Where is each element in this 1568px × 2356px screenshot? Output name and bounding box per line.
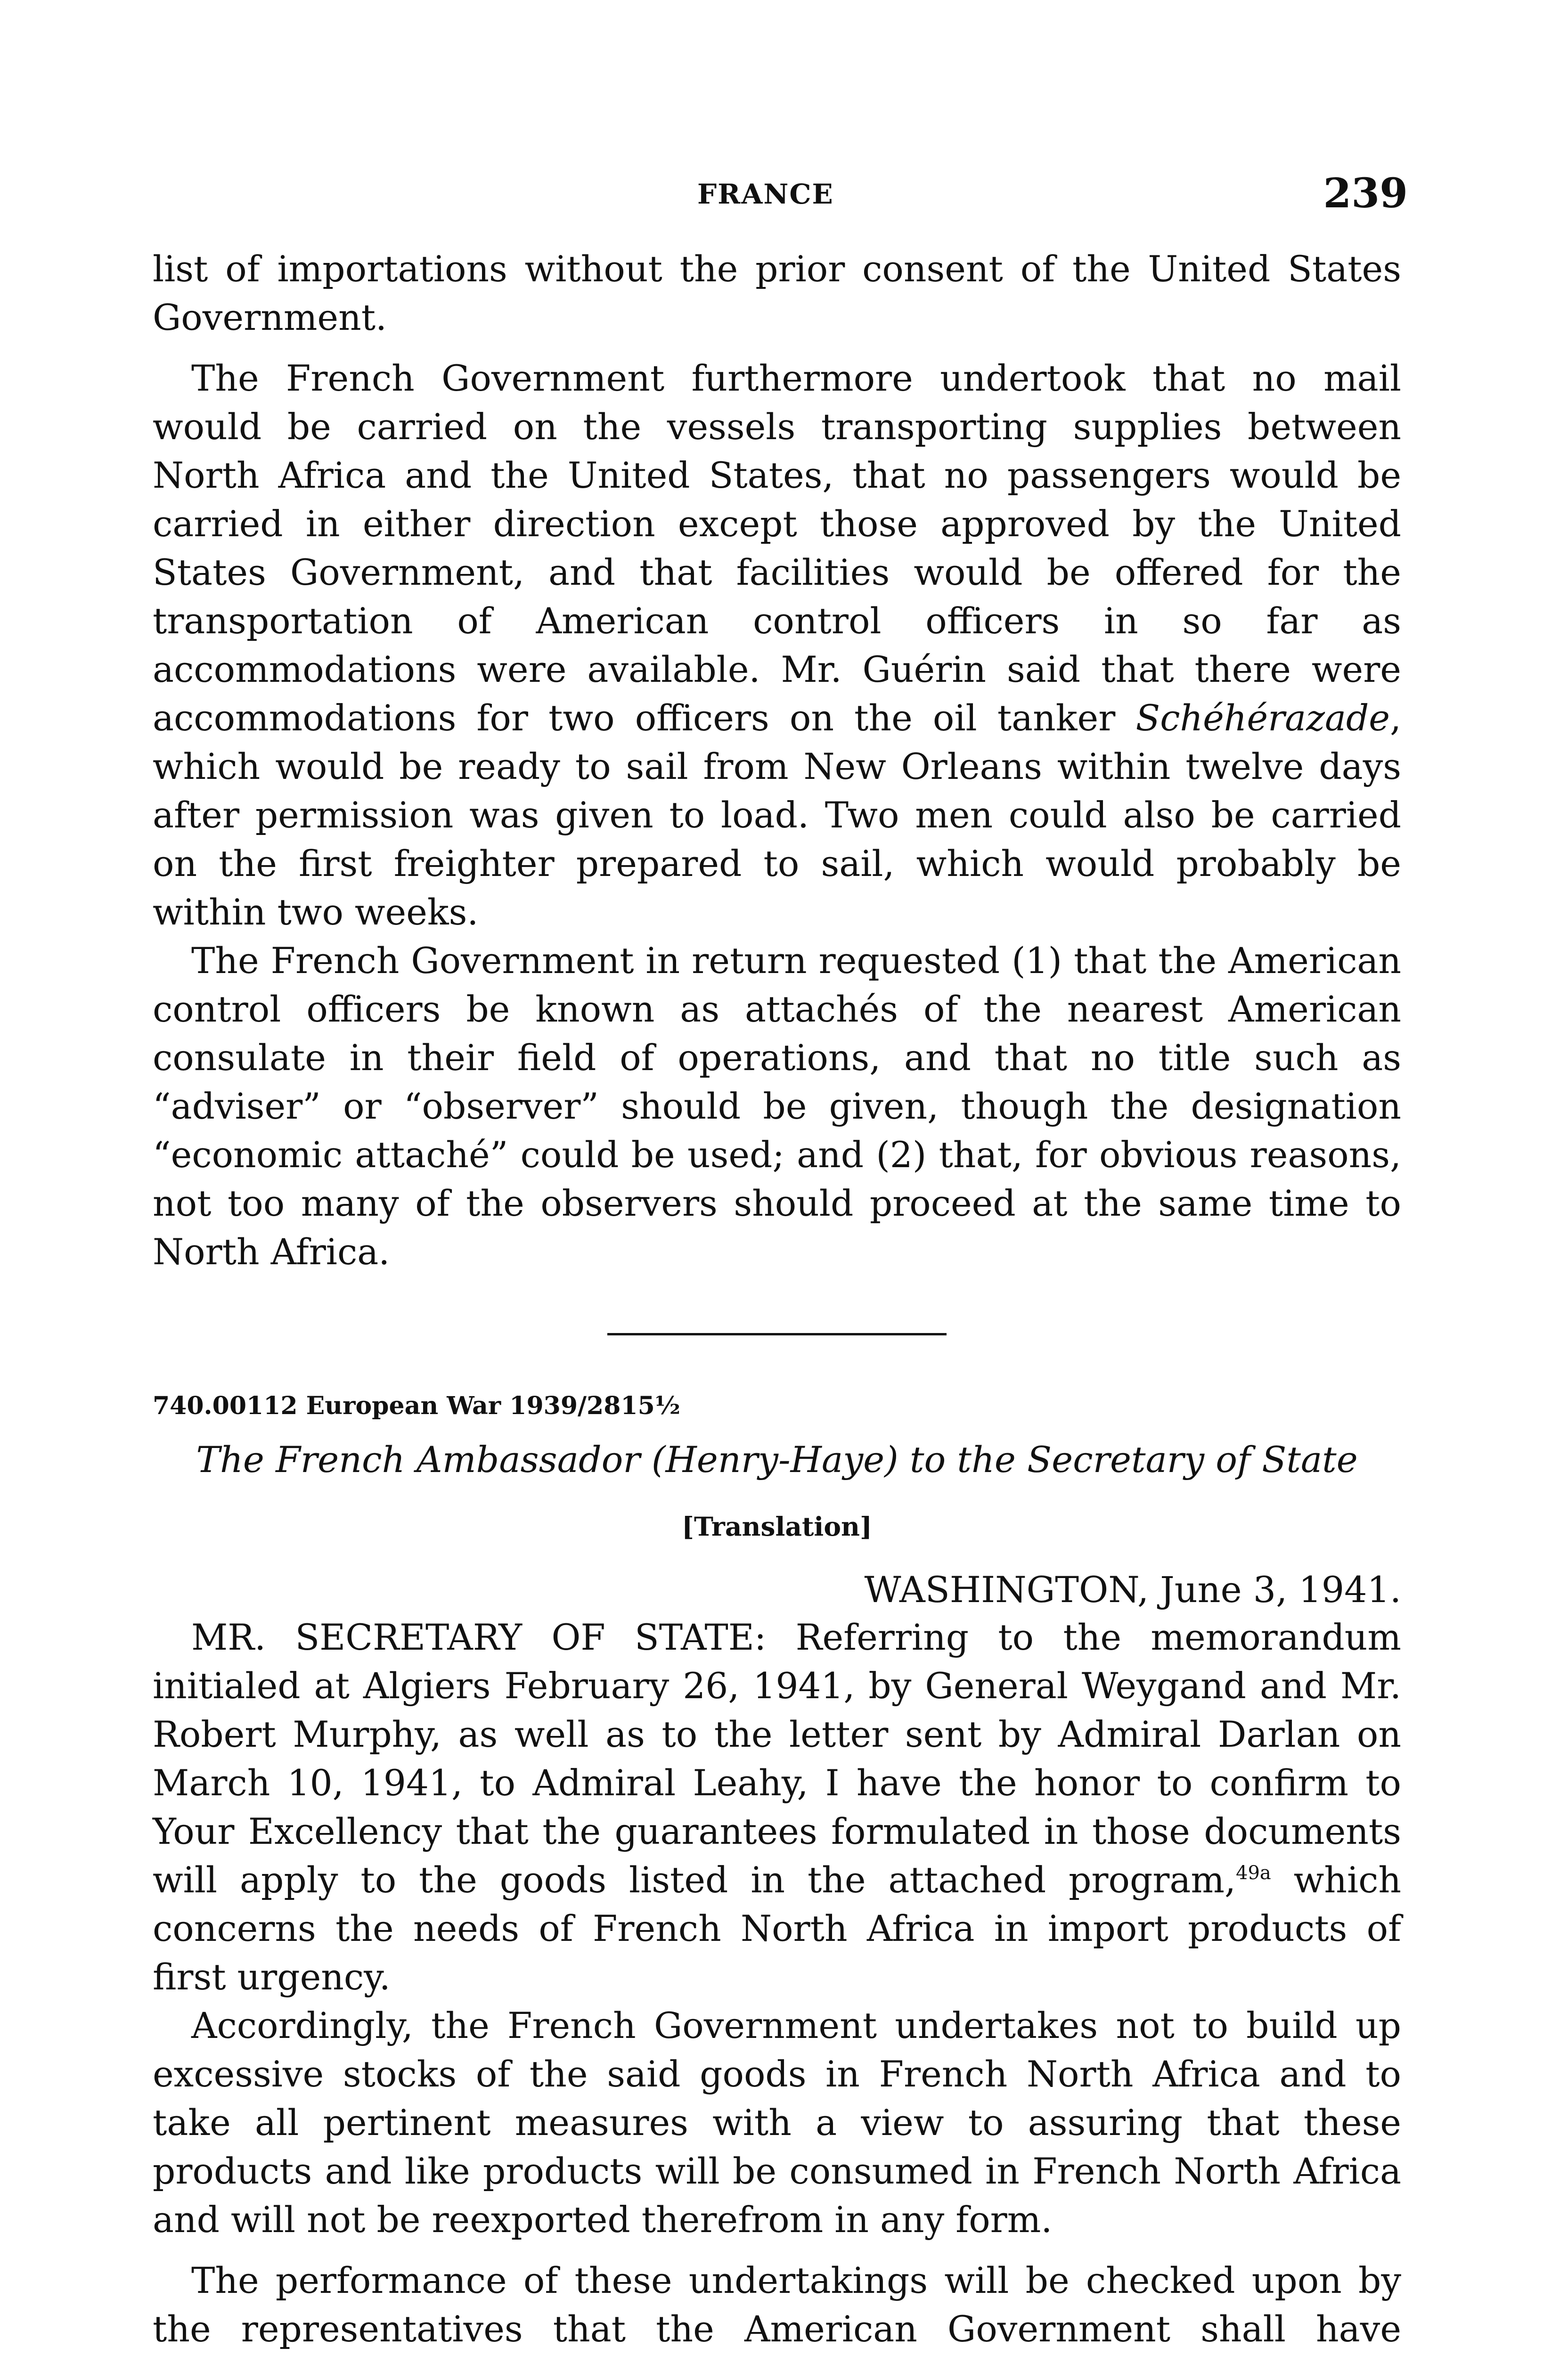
paragraph-performance: The performance of these undertakings will be checked upon by the representatives that the American Government shall have	[153, 2260, 1401, 2350]
dateline: WASHINGTON, June 3, 1941.	[864, 1569, 1401, 1611]
running-head	[0, 170, 1568, 221]
page-number: 239	[1323, 170, 1408, 217]
paragraph-continuation: list of importations without the prior consent of the United States Government.	[153, 248, 1401, 338]
paragraph-stocks: Accordingly, the French Government undertakes not to build up excessive stocks of the said goods in French North Africa and to take all pertinent measures with a view to assuring that these products and like products will be consumed in French North Africa and will not be reexported therefrom in any form.	[153, 2005, 1401, 2241]
translation-note: [Translation]	[681, 1511, 873, 1542]
paragraph-french-requests: The French Government in return requested (1) that the American control officers be known as attachés of the nearest American consulate in their field of operations, and that no title such as “adviser” or “observer” should be given, though the designation “economic attaché” could be used; and (2) that, for obvious reasons, not too many of the observers should proceed at the same time to North Africa.	[153, 940, 1401, 1273]
file-reference: 740.00112 European War 1939/2815½	[153, 1391, 680, 1420]
salutation: MR. SECRETARY OF STATE:	[191, 1617, 767, 1658]
document-title: The French Ambassador (Henry-Haye) to the Secretary of State	[196, 1439, 1358, 1481]
footnote-reference: 49a	[1236, 1862, 1271, 1884]
running-title: FRANCE	[697, 178, 834, 210]
paragraph-mail-passengers-text-b: , which would be ready to sail from New Orleans within twelve days after permission was given to load. Two men could also be carried on the first freighter prepared to sail, which would probably be within two weeks.	[153, 697, 1401, 933]
paragraph-mail-passengers	[153, 354, 1401, 937]
paragraph-salutation-body	[153, 1613, 1401, 2002]
paragraph-mail-passengers-text-a: The French Government furthermore undertook that no mail would be carried on the vessels transporting supplies between North Africa and the United States, that no passengers would be carried in either direction except those approved by the United States Government, and that facilities would be offered for the transportation of American control officers in so far as accommodations were available. Mr. Guérin said that there were accommodations for two officers on the oil tanker	[153, 358, 1401, 739]
body-text	[153, 245, 1401, 2356]
paragraph-guarantees-text-b: which concerns the needs of French North Africa in import products of first urgency.	[153, 1859, 1402, 1998]
section-divider	[607, 1333, 947, 1335]
ship-name: Schéhérazade	[1135, 697, 1390, 739]
paragraph-guarantees-text-a: Referring to the memorandum initialed at Algiers February 26, 1941, by General Weygand and Mr. Robert Murphy, as well as to the letter sent by Admiral Darlan on March 10, 1941, to Admiral Leahy, I have the honor to confirm to Your Excellency that the guarantees formulated in those documents will apply to the goods listed in the attached program,	[153, 1617, 1401, 1901]
